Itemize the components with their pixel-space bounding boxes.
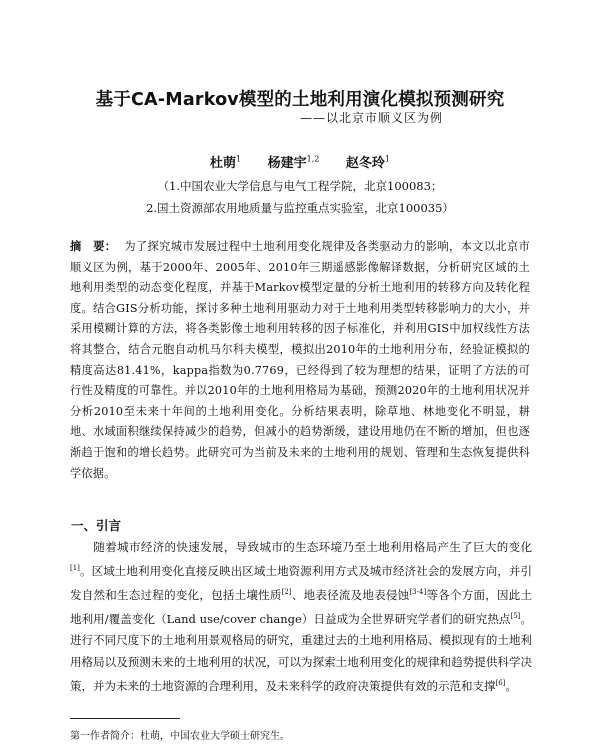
author — [268, 156, 320, 171]
text-run: 随着城市经济的快速发展，导致城市的生态环境乃至土地利用格局产生了巨大的变化 — [93, 540, 532, 554]
citation-mark: [1] — [70, 564, 80, 573]
citation-mark: [3-4] — [409, 588, 427, 597]
footnote-divider — [70, 718, 180, 719]
text-run: 等各个方面，因此土地利用/覆盖变化（Land use/cover change）日益成为全世界研究学者们的研究热点 — [70, 588, 533, 627]
author — [346, 156, 390, 171]
author-name: 赵冬玲 — [345, 156, 385, 171]
author — [210, 156, 241, 171]
text-run: 。 — [505, 678, 517, 693]
paper-subtitle: ——以北京市顺义区为例 — [300, 111, 444, 125]
citation-mark: [6] — [495, 678, 506, 687]
text-run: 、地表径流及地表侵蚀 — [291, 588, 410, 603]
intro-paragraph — [70, 537, 532, 697]
author-name: 杜萌 — [209, 156, 236, 171]
author-list — [0, 152, 600, 171]
abstract — [70, 236, 530, 484]
affiliation-line: 2.国土资源部农用地质量与监控重点实验室，北京100035） — [146, 201, 454, 215]
abstract-label: 摘 要： — [70, 239, 117, 253]
text-run: 。区域土地利用变化直接反映出区域土地资源利用方式及城市经济社会的发展方向，并引发自然和生态过程的变化，包括土壤性质 — [70, 564, 532, 603]
affiliation-line: （1.中国农业大学信息与电气工程学院，北京100083； — [157, 179, 443, 193]
section-heading: 一、引言 — [71, 518, 122, 533]
author-affiliation-mark: 1 — [384, 154, 391, 164]
citation-mark: [2] — [281, 588, 292, 597]
citation-mark: [5] — [510, 612, 521, 621]
footnote: 第一作者简介：杜萌，中国农业大学硕士研究生。 — [70, 731, 290, 742]
author-affiliation-mark: 1 — [236, 154, 242, 164]
text-run: 。进行不同尺度下的土地利用景观格局的研究，重建过去的土地利用格局、模拟现有的土地利用格局以及预测未来的土地利用的状况，可以为探索土地利用变化的规律和趋势提供科学决策，并为未来的土地资源的合理利用，及未来科学的政府决策提供有效的示范和支撑 — [70, 612, 533, 693]
paper-title: 基于CA-Markov模型的土地利用演化模拟预测研究 — [95, 90, 505, 110]
abstract-text: 为了探究城市发展过程中土地利用变化规律及各类驱动力的影响，本文以北京市顺义区为例，基于2000年、2005年、2010年三期遥感影像解译数据，分析研究区域的土地利用类型的动态变化程度，并基于Markov模型定量的分析土地利用的转移方向及转化程度。结合GIS分析功能，探讨多种土地利用驱动力对于土地利用类型转移影响力的大小，并采用模糊计算的方法，将各类影像土地利用转移的因子标准化，并利用GIS中加权线性方法将其整合，结合元胞自动机马尔科夫模型，模拟出2010年的土地利用分布，经验证模拟的精度高达81.41%，kappa指数为0.7769，已经得到了较为理想的结果，证明了方法的可行性及精度的可靠性。并以2010年的土地利用格局为基础，预测2020年的土地利用状况并分析2010至未来十年间的土地利用变化。分析结果表明，除草地、林地变化不明显，耕地、水域面积继续保持减少的趋势，但减小的趋势渐缓，建设用地仍在不断的增加，但也逐渐趋于饱和的增长趋势。此研究可为当前及未来的土地利用的规划、管理和生态恢复提供科学依据。 — [70, 240, 530, 480]
author-name: 杨建宇 — [267, 156, 307, 171]
author-affiliation-mark: 1,2 — [306, 154, 320, 164]
